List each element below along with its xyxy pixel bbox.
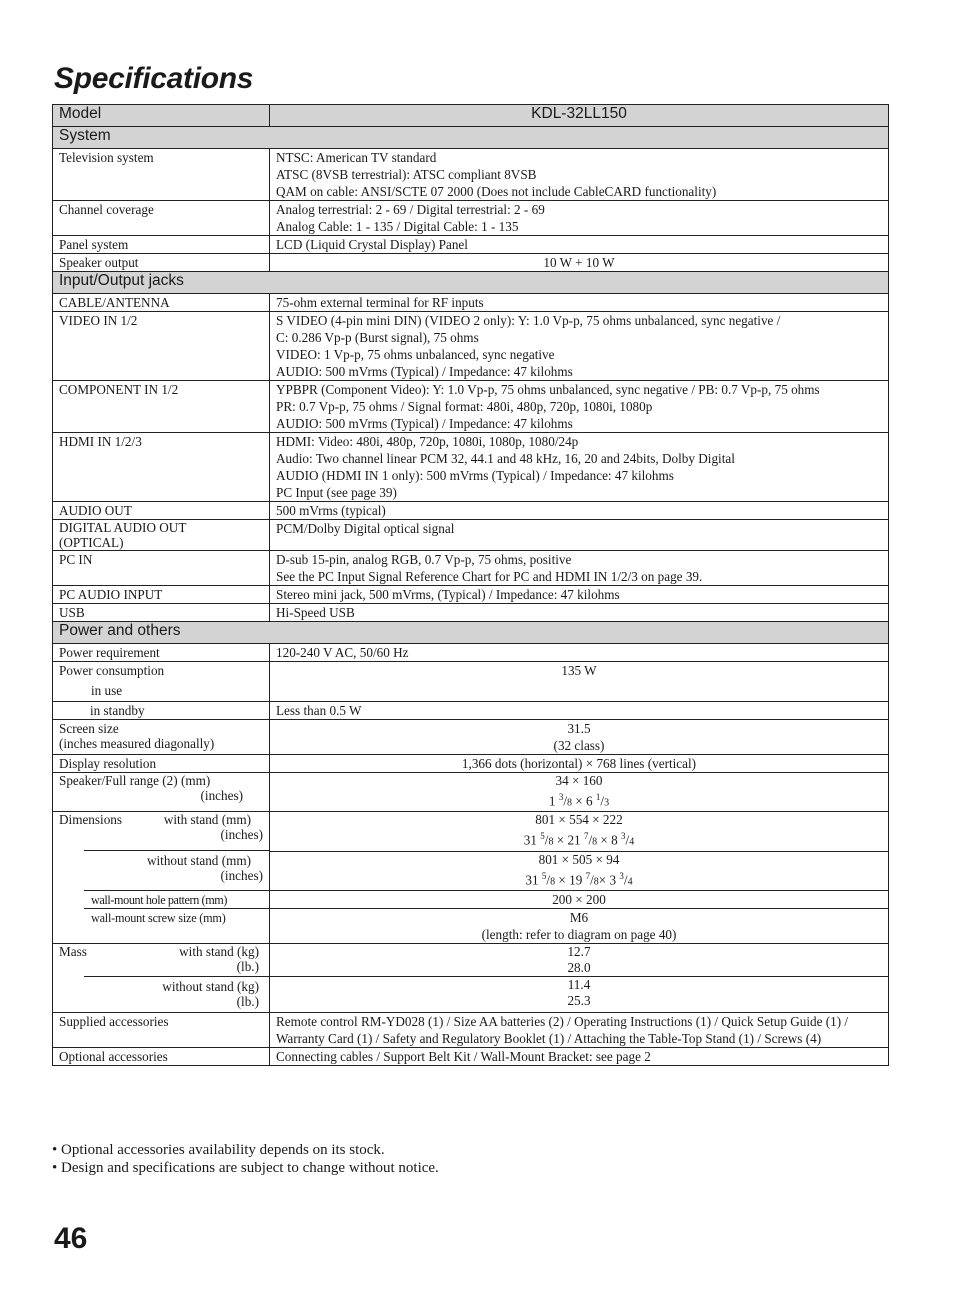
table-row xyxy=(53,381,889,433)
row-value: Analog terrestrial: 2 - 69 / Digital terrestrial: 2 - 69 Analog Cable: 1 - 135 / Digital Cable: 1 - 135 xyxy=(270,201,889,236)
row-value: 500 mVrms (typical) xyxy=(270,502,889,520)
table-row xyxy=(53,909,889,944)
row-note: (length: refer to diagram on page 40) xyxy=(481,927,677,943)
row-value: 10 W + 10 W xyxy=(270,254,889,272)
row-value: 200 × 200 xyxy=(270,891,889,909)
row-value: 801 × 505 × 94 xyxy=(538,851,620,867)
row-label: PC AUDIO INPUT xyxy=(53,586,270,604)
row-unit-label: (inches) xyxy=(220,868,263,884)
table-row xyxy=(53,520,889,551)
table-row xyxy=(53,720,889,755)
table-row xyxy=(53,236,889,254)
row-value: Less than 0.5 W xyxy=(270,702,889,720)
row-label: PC IN xyxy=(53,551,270,586)
row-value: 75-ohm external terminal for RF inputs xyxy=(270,294,889,312)
row-sublabel: without stand (mm) xyxy=(146,853,251,869)
row-value: NTSC: American TV standard ATSC (8VSB terrestrial): ATSC compliant 8VSB QAM on cable: ANSI/SCTE 07 2000 (Does not include CableCARD functionality) xyxy=(270,149,889,201)
row-value: PCM/Dolby Digital optical signal xyxy=(270,520,889,551)
row-value: HDMI: Video: 480i, 480p, 720p, 1080i, 1080p, 1080/24p Audio: Two channel linear PCM 32, 44.1 and 48 kHz, 16, 20 and 24bits, Dolby Digital AUDIO (HDMI IN 1 only): 500 mVrms (Typical) / Impedance: 47 kilohms PC Input (see page 39) xyxy=(270,433,889,502)
row-value: M6 xyxy=(569,910,589,926)
row-sublabel: wall-mount hole pattern (mm) xyxy=(91,892,228,907)
row-label: Power consumption xyxy=(59,663,165,678)
footnotes xyxy=(52,1142,439,1177)
table-row xyxy=(53,662,889,702)
table-row xyxy=(53,149,889,201)
table-row xyxy=(53,944,889,977)
section-header-system xyxy=(53,127,889,149)
table-row xyxy=(53,773,889,812)
row-value: 11.4 xyxy=(567,977,591,993)
table-row xyxy=(53,1012,889,1047)
row-value: LCD (Liquid Crystal Display) Panel xyxy=(270,236,889,254)
table-row xyxy=(53,851,889,890)
table-row xyxy=(53,502,889,520)
row-unit-label: (inches) xyxy=(200,788,243,803)
row-value-fraction: 1 $^3$/8 × 6 $^1$/3 xyxy=(548,792,610,809)
row-label: DIGITAL AUDIO OUT (OPTICAL) xyxy=(53,520,270,551)
table-row xyxy=(53,294,889,312)
row-label: Channel coverage xyxy=(53,201,270,236)
row-value: 135 W xyxy=(270,662,889,702)
table-row xyxy=(53,977,889,1013)
table-row xyxy=(53,433,889,502)
table-row xyxy=(53,1047,889,1065)
row-sublabel: without stand (kg) xyxy=(162,978,259,994)
row-value: 34 × 160 xyxy=(555,773,603,788)
row-label: AUDIO OUT xyxy=(53,502,270,520)
row-label: Screen size (inches measured diagonally) xyxy=(53,720,270,755)
row-label: Television system xyxy=(53,149,270,201)
row-label: CABLE/ANTENNA xyxy=(53,294,270,312)
row-value: 28.0 xyxy=(567,960,591,976)
row-label: Optional accessories xyxy=(53,1047,270,1065)
model-label: Model xyxy=(53,105,270,127)
row-label: VIDEO IN 1/2 xyxy=(53,312,270,381)
table-row xyxy=(53,586,889,604)
table-row xyxy=(53,604,889,622)
row-value: 12.7 xyxy=(567,944,591,960)
table-row xyxy=(53,254,889,272)
divider xyxy=(84,890,270,891)
section-title: Input/Output jacks xyxy=(53,272,889,294)
row-value: 801 × 554 × 222 xyxy=(535,812,623,828)
row-value: S VIDEO (4-pin mini DIN) (VIDEO 2 only): Y: 1.0 Vp-p, 75 ohms unbalanced, sync negative / C: 0.286 Vp-p (Burst signal), 75 ohms VIDEO: 1 Vp-p, 75 ohms unbalanced, sync negative AUDIO: 500 mVrms (Typical) / Impedance: 47 kilohms xyxy=(270,312,889,381)
page-title: Specifications xyxy=(54,62,254,95)
row-unit-label: (lb.) xyxy=(236,993,259,1009)
row-unit-label: (lb.) xyxy=(236,959,259,975)
table-row xyxy=(53,644,889,662)
row-label: Supplied accessories xyxy=(53,1012,270,1047)
section-title: Power and others xyxy=(53,622,889,644)
table-row xyxy=(53,755,889,773)
row-value: Stereo mini jack, 500 mVrms, (Typical) / Impedance: 47 kilohms xyxy=(270,586,889,604)
table-row xyxy=(53,201,889,236)
section-header-io xyxy=(53,272,889,294)
table-row xyxy=(53,812,889,851)
table-row xyxy=(53,551,889,586)
row-sublabel: in use xyxy=(91,683,123,698)
table-row xyxy=(53,702,889,720)
table-row xyxy=(53,891,889,909)
divider xyxy=(84,908,270,909)
row-value: 25.3 xyxy=(567,993,591,1009)
row-label: Dimensions xyxy=(59,812,123,828)
section-header-power xyxy=(53,622,889,644)
divider xyxy=(84,850,270,851)
footnote: • Optional accessories availability depends on its stock. xyxy=(52,1142,385,1158)
row-value: Remote control RM-YD028 (1) / Size AA batteries (2) / Operating Instructions (1) / Quick Setup Guide (1) / Warranty Card (1) / Safety and Regulatory Booklet (1) / Attaching the Table-Top Stand (1) / Screws (4) xyxy=(270,1012,889,1047)
model-value: KDL-32LL150 xyxy=(270,105,889,127)
row-value: Hi-Speed USB xyxy=(270,604,889,622)
page-number: 46 xyxy=(54,1222,88,1255)
row-value: YPBPR (Component Video): Y: 1.0 Vp-p, 75 ohms unbalanced, sync negative / PB: 0.7 Vp-p, 75 ohms PR: 0.7 Vp-p, 75 ohms / Signal format: 480i, 480p, 720p, 1080i, 1080p AUDIO: 500 mVrms (Typical) / Impedance: 47 kilohms xyxy=(270,381,889,433)
row-label: Mass xyxy=(59,944,87,960)
row-unit-label: (inches) xyxy=(220,827,263,843)
row-label: Power requirement xyxy=(53,644,270,662)
row-value-fraction: 31 $^5$/8 × 21 $^7$/8 × 8 $^3$/4 xyxy=(523,831,635,848)
specifications-table xyxy=(52,104,889,1066)
row-sublabel: with stand (mm) xyxy=(163,812,251,828)
row-value-fraction: 31 $^5$/8 × 19 $^7$/8× 3 $^3$/4 xyxy=(525,870,633,888)
row-sublabel: wall-mount screw size (mm) xyxy=(91,910,226,925)
row-value: 120-240 V AC, 50/60 Hz xyxy=(270,644,889,662)
section-title: System xyxy=(53,127,889,149)
table-header-row xyxy=(53,105,889,127)
row-label: Panel system xyxy=(53,236,270,254)
divider xyxy=(84,976,270,977)
row-label: HDMI IN 1/2/3 xyxy=(53,433,270,502)
row-value: 31.5 (32 class) xyxy=(270,720,889,755)
table-row xyxy=(53,312,889,381)
row-label: Speaker output xyxy=(53,254,270,272)
row-value: D-sub 15-pin, analog RGB, 0.7 Vp-p, 75 ohms, positive See the PC Input Signal Reference Chart for PC and HDMI IN 1/2/3 on page 39. xyxy=(270,551,889,586)
row-label: Display resolution xyxy=(53,755,270,773)
row-label: COMPONENT IN 1/2 xyxy=(53,381,270,433)
footnote: • Design and specifications are subject to change without notice. xyxy=(52,1159,439,1176)
row-label: Speaker/Full range (2) (mm) xyxy=(59,773,211,788)
row-sublabel: with stand (kg) xyxy=(179,944,259,960)
row-value: Connecting cables / Support Belt Kit / Wall-Mount Bracket: see page 2 xyxy=(270,1047,889,1065)
row-label: USB xyxy=(53,604,270,622)
row-sublabel: in standby xyxy=(53,702,270,720)
row-value: 1,366 dots (horizontal) × 768 lines (vertical) xyxy=(270,755,889,773)
